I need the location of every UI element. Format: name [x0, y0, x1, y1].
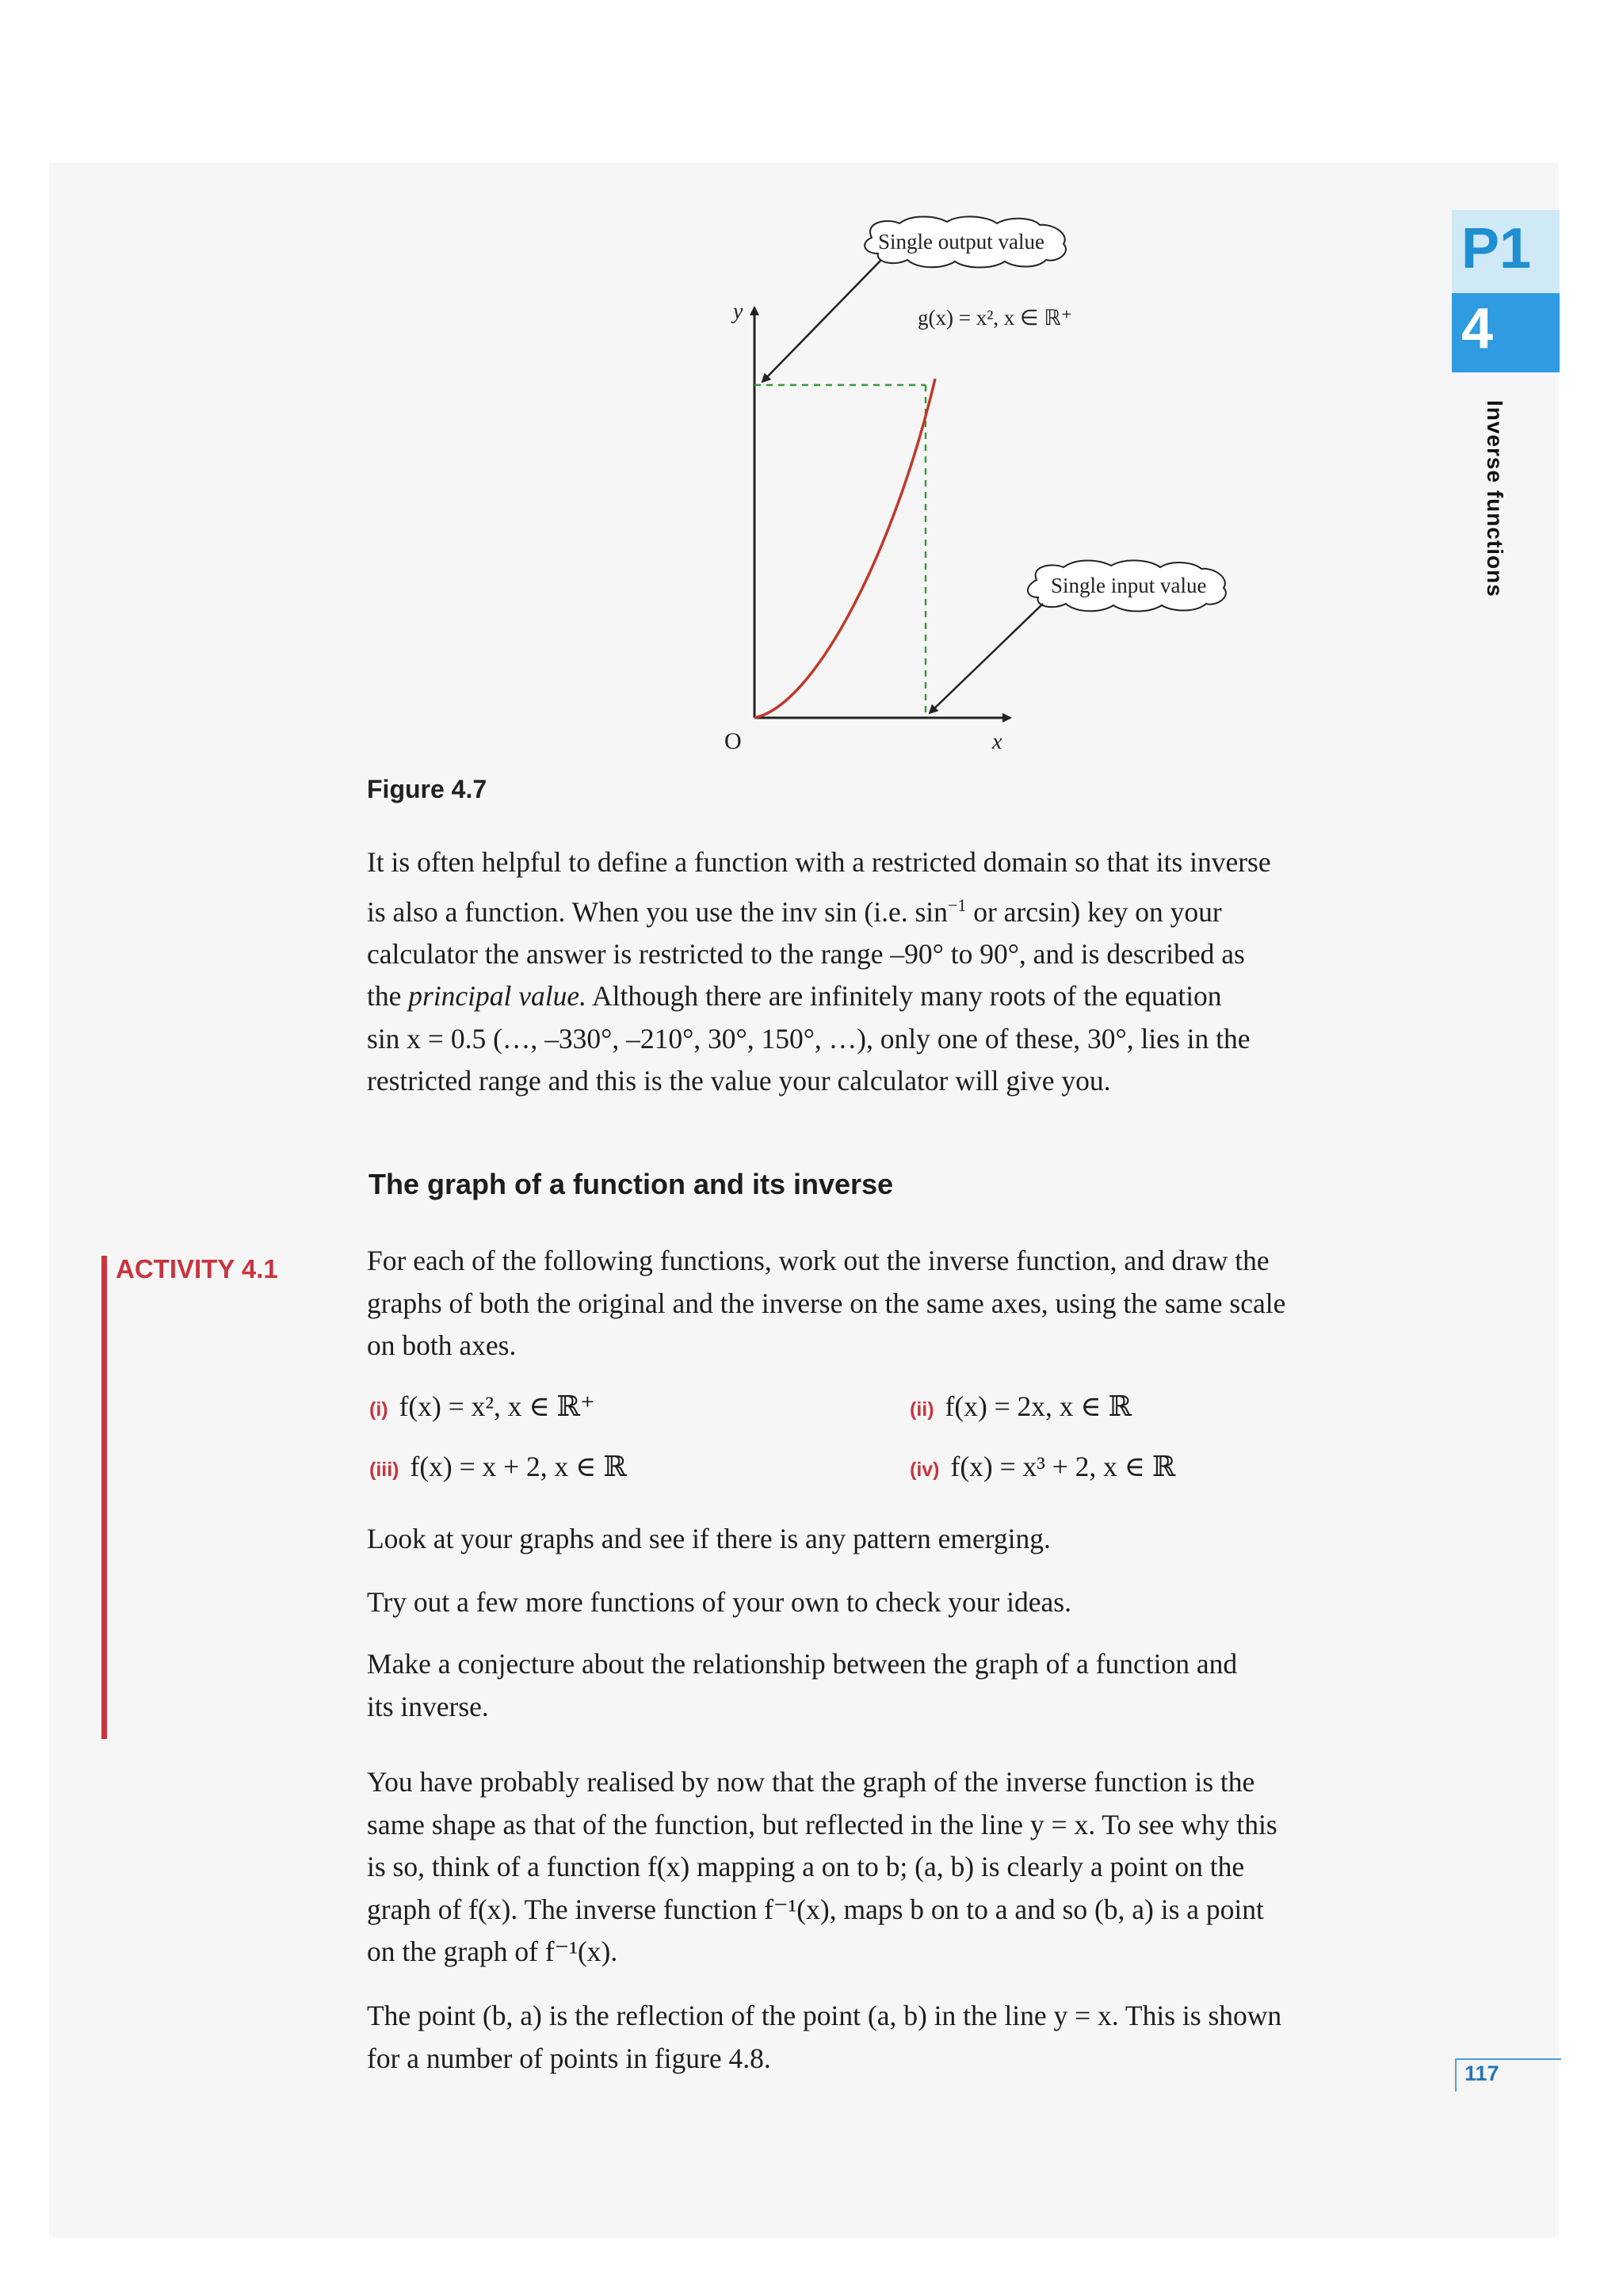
activity-label: ACTIVITY 4.1	[116, 1254, 278, 1283]
paragraph-principal-value	[367, 841, 1413, 1103]
para1-line3: calculator the answer is restricted to the range –90° to 90°, and is described as	[367, 937, 1245, 970]
activity-try-more: Try out a few more functions of your own to check your ideas.	[367, 1586, 1071, 1618]
para1-line6: restricted range and this is the value your calculator will give you.	[367, 1065, 1111, 1097]
figure-caption: Figure 4.7	[367, 775, 487, 803]
y-axis-label: y	[733, 299, 743, 324]
paragraph-reflection: You have probably realised by now that the graph of the inverse function is the same shape as that of the function, but reflected in the line y = x. To see why this is so, think of a function f(x) mapping a on to b; (a, b) is clearly a point on the graph of f(x). The inverse function f⁻¹(x), maps b on to a and so (b, a) is a point on the graph of f⁻¹(x).	[367, 1766, 1277, 1967]
para1-line5: sin x = 0.5 (…, –330°, –210°, 30°, 150°, …), only one of these, 30°, lies in the	[367, 1022, 1251, 1055]
callout-output-pointer	[762, 260, 881, 382]
tab-chapter: 4	[1461, 297, 1494, 360]
x-axis-label: x	[992, 730, 1002, 754]
callout-output-text: Single output value	[878, 230, 1044, 254]
callout-input-pointer	[930, 604, 1043, 713]
function-label: g(x) = x², x ∈ ℝ⁺	[918, 306, 1072, 330]
activity-item-iv: (iv) f(x) = x³ + 2, x ∈ ℝ	[910, 1451, 1176, 1482]
activity-item-i: (i) f(x) = x², x ∈ ℝ⁺	[369, 1390, 595, 1422]
tab-code: P1	[1461, 217, 1532, 280]
para1-line2: is also a function. When you use the inv sin (i.e. $\sin^{-1}$ or arcsin) key on your	[367, 894, 1222, 928]
section-heading: The graph of a function and its inverse	[369, 1168, 894, 1200]
curve-g	[754, 379, 935, 718]
tab-chapter-box	[1452, 293, 1560, 372]
figure-4-7-graph	[697, 214, 1284, 769]
para1-line1: It is often helpful to define a function with a restricted domain so that its inverse	[367, 846, 1271, 878]
side-chapter-title: Inverse functions	[1483, 400, 1507, 597]
activity-margin-bar	[101, 1256, 107, 1739]
activity-instructions: For each of the following functions, work out the inverse function, and draw the graphs of both the original and the inverse on the same axes, using the same scale on both axes.	[367, 1245, 1286, 1361]
activity-item-ii: (ii) f(x) = 2x, x ∈ ℝ	[910, 1390, 1132, 1422]
origin-label: O	[724, 728, 742, 754]
paragraph-point-reflection: The point (b, a) is the reflection of the point (a, b) in the line y = x. This is shown for a number of points in figure 4.8.	[367, 2000, 1282, 2074]
tab-code-box	[1452, 210, 1560, 293]
activity-pattern: Look at your graphs and see if there is any pattern emerging.	[367, 1523, 1051, 1554]
callout-input-text: Single input value	[1051, 574, 1207, 597]
page-number: 117	[1465, 2061, 1499, 2085]
para1-line4: the principal value. Although there are infinitely many roots of the equation	[367, 980, 1222, 1013]
activity-conjecture: Make a conjecture about the relationship between the graph of a function and its inverse.	[367, 1648, 1238, 1722]
activity-item-iii: (iii) f(x) = x + 2, x ∈ ℝ	[369, 1451, 627, 1482]
